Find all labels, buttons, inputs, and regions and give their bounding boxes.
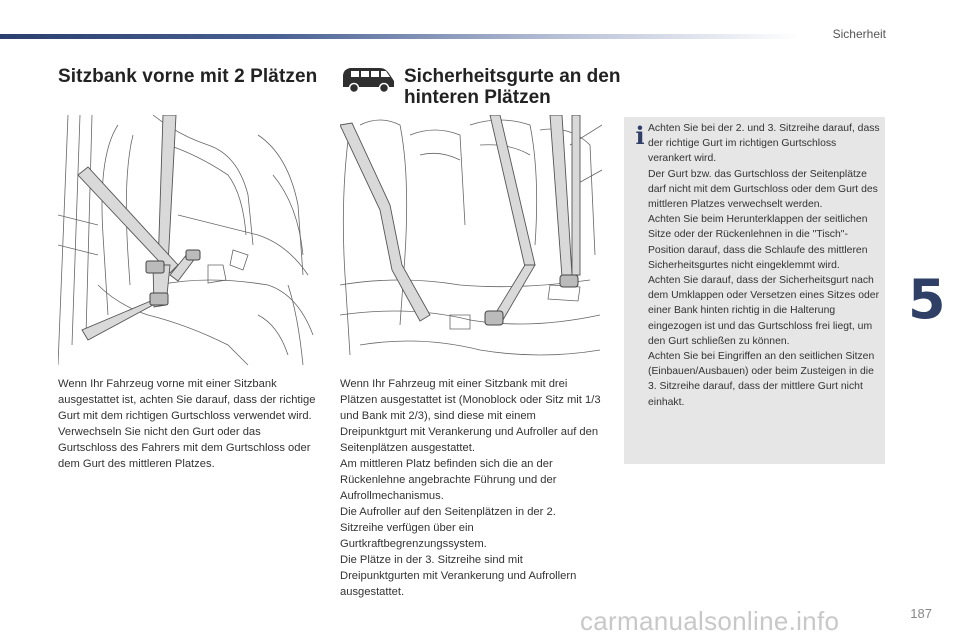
- front-bench-illustration: [58, 115, 318, 367]
- watermark: carmanualsonline.info: [580, 606, 840, 636]
- paragraph: Wenn Ihr Fahrzeug mit einer Sitzbank mit drei Plätzen ausgestattet ist (Monoblock oder Sitz mit 1/3 und Bank mit 2/3), sind diese mit einem Dreipunktgurt mit Verankerung und Aufroller auf den Seitenplätzen ausgestattet.: [340, 378, 601, 454]
- info-paragraph: Achten Sie beim Herunterklappen der seitlichen Sitze oder der Rückenlehnen in die "Tisch"-Position darauf, dass die Schlaufe des mittleren Sicherheitsgurtes nicht eingeklemmt wird.: [648, 214, 868, 271]
- info-paragraph: Der Gurt bzw. das Gurtschloss der Seitenplätze darf nicht mit dem Gurtschloss oder dem Gurt des mittleren Platzes verwechselt werden.: [648, 168, 878, 211]
- paragraph: Verwechseln Sie nicht den Gurt oder das Gurtschloss des Fahrers mit dem Gurtschloss oder dem Gurt des mittleren Platzes.: [58, 426, 311, 470]
- van-icon: [340, 63, 396, 95]
- paragraph: Wenn Ihr Fahrzeug vorne mit einer Sitzbank ausgestattet ist, achten Sie darauf, dass der richtige Gurt mit dem richtigen Gurtschloss verwendet wird.: [58, 378, 316, 422]
- left-section-title: Sitzbank vorne mit 2 Plätzen: [58, 66, 318, 87]
- info-paragraph: Achten Sie darauf, dass der Sicherheitsgurt nach dem Umklappen oder Versetzen eines Sitzes oder einer Bank hinten richtig in die Halterung eingezogen ist und das Gurtschloss frei liegt, um den Gurt schließen zu können.: [648, 275, 880, 347]
- paragraph: Die Plätze in der 3. Sitzreihe sind mit Dreipunktgurten mit Verankerung und Aufrollern ausgestattet.: [340, 554, 577, 598]
- info-icon: i: [635, 121, 645, 150]
- front-bench-text: [58, 376, 318, 472]
- paragraph: Am mittleren Platz befinden sich die an der Rückenlehne angebrachte Führung und der Aufrollmechanismus.: [340, 458, 557, 502]
- info-text: [648, 121, 880, 410]
- chapter-number: 5: [908, 268, 946, 331]
- section-label: Sicherheit: [832, 27, 886, 41]
- info-paragraph: Achten Sie bei der 2. und 3. Sitzreihe darauf, dass der richtige Gurt im richtigen Gurtschloss verankert wird.: [648, 123, 880, 165]
- paragraph: Die Aufroller auf den Seitenplätzen in der 2. Sitzreihe verfügen über ein Gurtkraftbegrenzungssystem.: [340, 506, 556, 550]
- rear-belts-text: [340, 376, 602, 600]
- info-box: [624, 117, 885, 464]
- header-bar: [0, 34, 800, 39]
- info-paragraph: Achten Sie bei Eingriffen an den seitlichen Sitzen (Einbauen/Ausbauen) oder beim Zusteigen in die 3. Sitzreihe darauf, dass der mittlere Gurt nicht einhakt.: [648, 351, 875, 408]
- page-number: 187: [910, 606, 932, 621]
- rear-bench-illustration: [340, 115, 602, 367]
- rear-belts-title: Sicherheitsgurte an den hinteren Plätzen: [404, 66, 621, 108]
